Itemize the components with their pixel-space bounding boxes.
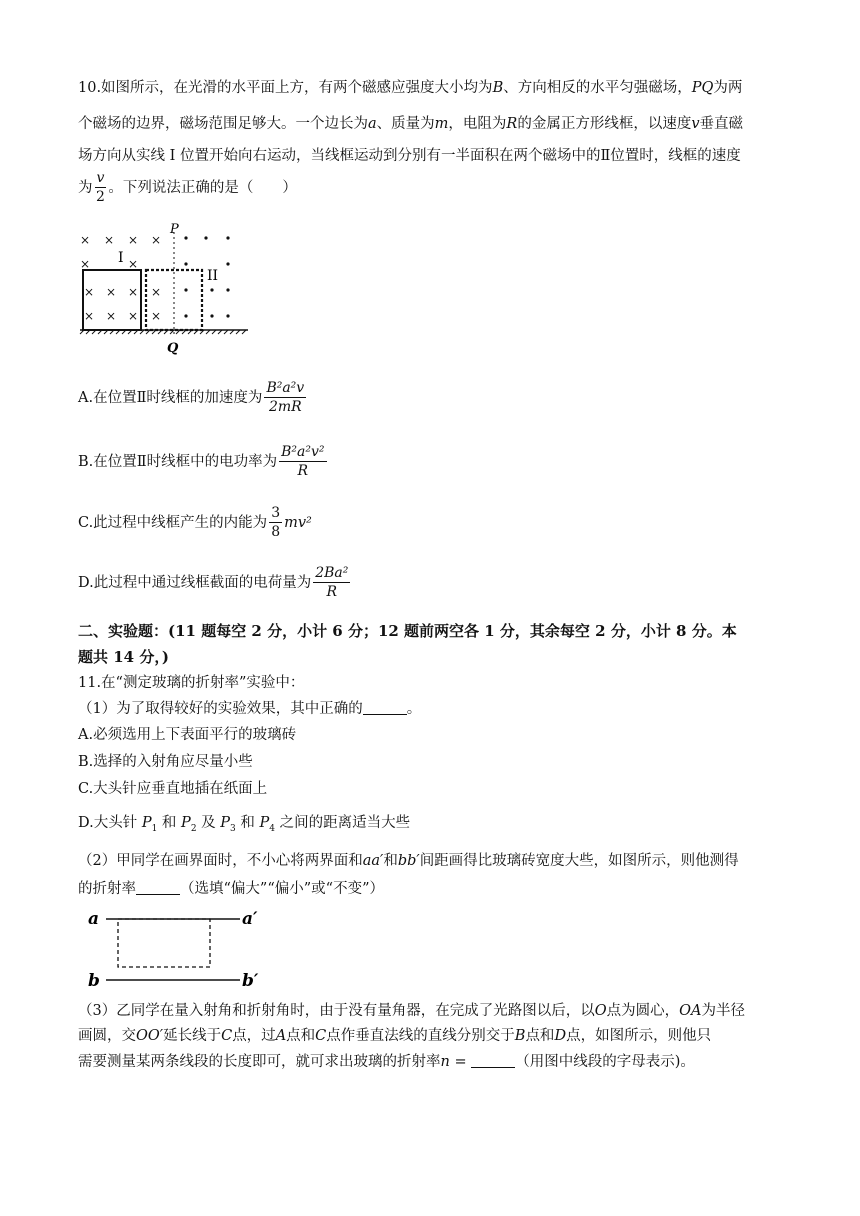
symbol-OO: OO′ <box>136 1028 164 1044</box>
symbol-C: C <box>315 1028 327 1044</box>
q10-option-C <box>78 505 312 541</box>
field-cross: × <box>80 257 91 271</box>
q11-option-D <box>78 813 410 839</box>
option-text: A.在位置Ⅱ时线框的加速度为 <box>78 390 263 406</box>
field-dot <box>226 314 229 317</box>
q10-line-2 <box>78 114 743 134</box>
q11-part-3 <box>78 1001 745 1021</box>
q10-text: ，电阻为 <box>448 116 507 132</box>
pin-subscript: 3 <box>230 823 236 834</box>
answer-blank <box>471 1055 515 1068</box>
fraction-numerator: v <box>96 170 105 186</box>
symbol-O: O <box>594 1003 607 1019</box>
symbol-PQ: PQ <box>691 80 714 96</box>
q11-part-2 <box>78 851 739 871</box>
field-cross: × <box>106 285 117 299</box>
field-cross: × <box>128 285 139 299</box>
q11-text: 画圆，交 <box>78 1028 136 1044</box>
q11-part-1 <box>78 699 421 719</box>
pin-letter: P <box>141 815 152 831</box>
q11-text: 和 <box>235 815 260 831</box>
field-cross: × <box>151 285 162 299</box>
field-cross: × <box>128 257 139 271</box>
field-dot <box>226 236 229 239</box>
field-dot <box>226 262 229 265</box>
field-dot <box>204 236 207 239</box>
q11-text: 及 <box>196 815 221 831</box>
field-dot <box>184 288 187 291</box>
q11-intro: 11.在“测定玻璃的折射率”实验中： <box>78 675 305 691</box>
field-cross: × <box>128 233 139 247</box>
q11-text: 。 <box>406 701 422 717</box>
equals-sign: = <box>449 1054 472 1070</box>
fraction-v-over-2 <box>95 170 107 206</box>
field-dot <box>184 236 187 239</box>
q10-option-B <box>78 444 329 480</box>
fraction-denominator: 2mR <box>268 399 302 415</box>
q10-text: 个磁场的边界，磁场范围足够大。一个边长为 <box>78 116 368 132</box>
symbol-R: R <box>506 116 518 132</box>
q11-text: 延长线于 <box>163 1028 222 1044</box>
q11-option-B: B.选择的入射角应尽量小些 <box>78 754 253 770</box>
q10-option-D <box>78 565 352 601</box>
pin-P4 <box>259 815 275 834</box>
q11-text: （用图中线段的字母表示)。 <box>515 1054 695 1070</box>
option-B-fraction <box>279 444 326 480</box>
q11-text: 和 <box>157 815 182 831</box>
pin-letter: P <box>220 815 231 831</box>
fraction-denominator: 2 <box>96 189 105 205</box>
option-C-mv2: mv² <box>284 515 312 531</box>
fraction-numerator: B²a²v <box>266 380 305 396</box>
field-cross: × <box>106 309 117 323</box>
q11-text: 之间的距离适当大些 <box>274 815 411 831</box>
symbol-v: v <box>691 116 700 132</box>
field-cross: × <box>84 309 95 323</box>
q11-text: 需要测量某两条线段的长度即可，就可求出玻璃的折射率 <box>78 1054 441 1070</box>
section-2-heading: 二、实验题：(11 题每空 2 分，小计 6 分；12 题前两空各 1 分，其余每空 2 分，小计 8 分。本 <box>78 622 737 640</box>
q11-text: （3）乙同学在量入射角和折射角时，由于没有量角器，在完成了光路图以后，以 <box>78 1003 595 1019</box>
option-A-fraction <box>264 380 306 416</box>
label-I: I <box>118 250 124 266</box>
q10-text: 的金属正方形线框，以速度 <box>517 116 692 132</box>
symbol-m: m <box>434 116 449 132</box>
q11-text: 为半径 <box>701 1003 745 1019</box>
pin-letter: P <box>181 815 191 831</box>
q11-text: 间距画得比玻璃砖宽度大些，如图所示，则他测得 <box>419 853 739 869</box>
option-C-fraction <box>269 505 282 541</box>
glass-slab-outline <box>118 919 210 967</box>
q11-text: （2）甲同学在画界面时，不小心将两界面和 <box>78 853 363 869</box>
pin-subscript: 2 <box>190 823 197 834</box>
symbol-aa: aa′ <box>362 853 384 869</box>
pin-subscript: 1 <box>151 823 158 834</box>
q11-text: 的折射率 <box>78 881 136 897</box>
q11-part-2-line-2 <box>78 879 384 899</box>
label-Q: Q <box>167 341 179 356</box>
q10-text: 为 <box>78 180 93 196</box>
q11-option-A: A.必须选用上下表面平行的玻璃砖 <box>78 727 297 743</box>
answer-blank <box>136 882 180 895</box>
symbol-C: C <box>221 1028 233 1044</box>
q10-text: 、方向相反的水平匀强磁场， <box>503 80 692 96</box>
q10-text: 。下列说法正确的是（ ） <box>108 180 297 196</box>
option-text: B.在位置Ⅱ时线框中的电功率为 <box>78 454 278 470</box>
symbol-bb: bb′ <box>397 853 420 869</box>
pin-P3 <box>220 815 236 834</box>
q10-text: 、质量为 <box>376 116 435 132</box>
label-a: a <box>88 909 100 929</box>
pin-P1 <box>141 815 158 834</box>
fraction-numerator: 2Ba² <box>315 565 349 581</box>
q11-text: 点作垂直法线的直线分别交于 <box>326 1028 515 1044</box>
pin-P2 <box>181 815 197 834</box>
q10-line-3: 场方向从实线 I 位置开始向右运动，当线框运动到分别有一半面积在两个磁场中的Ⅱ位置时，线框的速度 <box>78 148 741 164</box>
symbol-A: A <box>275 1028 287 1044</box>
q10-option-A <box>78 380 308 416</box>
symbol-n: n <box>440 1054 450 1070</box>
option-text: C.此过程中线框产生的内能为 <box>78 515 268 531</box>
label-P: P <box>170 222 179 237</box>
q11-text: 点，如图所示，则他只 <box>566 1028 712 1044</box>
q11-text: （1）为了取得较好的实验效果，其中正确的 <box>78 701 363 717</box>
q10-line-4 <box>78 170 297 206</box>
fraction-denominator: 8 <box>271 524 281 540</box>
symbol-B-point: B <box>514 1028 526 1044</box>
answer-blank <box>363 702 407 715</box>
q11-text: D.大头针 <box>78 815 142 831</box>
q11-text: 点和 <box>525 1028 555 1044</box>
q10-line-1 <box>78 78 742 98</box>
field-cross: × <box>80 233 91 247</box>
cross-field-marks <box>80 233 161 323</box>
field-dot <box>184 262 187 265</box>
q11-option-C: C.大头针应垂直地插在纸面上 <box>78 781 268 797</box>
label-a-prime: a′ <box>242 909 258 929</box>
symbol-D: D <box>554 1028 567 1044</box>
pin-letter: P <box>259 815 270 831</box>
q11-text: 点和 <box>286 1028 316 1044</box>
field-dot <box>210 314 213 317</box>
field-dot <box>184 314 187 317</box>
field-cross: × <box>104 233 115 247</box>
fraction-numerator: 3 <box>271 505 281 521</box>
section-2-heading-cont: 题共 14 分，) <box>78 648 169 666</box>
pin-subscript: 4 <box>269 823 275 834</box>
label-b-prime: b′ <box>242 971 259 991</box>
q10-text: 垂直磁 <box>699 116 744 132</box>
q11-text: （选填“偏大”“偏小”或“不变”） <box>180 881 384 897</box>
fraction-denominator: R <box>326 584 338 600</box>
label-b: b <box>88 971 100 991</box>
symbol-B: B <box>492 80 504 96</box>
q11-part-3-line-3 <box>78 1052 695 1072</box>
symbol-OA: OA <box>679 1003 702 1019</box>
field-cross: × <box>128 309 139 323</box>
option-text: D.此过程中通过线框截面的电荷量为 <box>78 575 312 591</box>
q11-text: 和 <box>383 853 398 869</box>
field-dot <box>210 288 213 291</box>
field-cross: × <box>84 285 95 299</box>
symbol-a: a <box>368 116 377 132</box>
q10-text: 为两 <box>713 80 743 96</box>
option-D-fraction <box>313 565 350 601</box>
q11-interface-figure <box>84 902 284 994</box>
q11-part-3-line-2 <box>78 1026 711 1046</box>
q10-magnetic-field-figure <box>76 224 256 354</box>
q10-text: 10.如图所示，在光滑的水平面上方，有两个磁感应强度大小均为 <box>78 80 493 96</box>
field-dot <box>226 288 229 291</box>
field-cross: × <box>151 309 162 323</box>
fraction-numerator: B²a²v² <box>281 444 325 460</box>
field-cross: × <box>151 233 162 247</box>
q11-text: 点，过 <box>232 1028 276 1044</box>
fraction-denominator: R <box>297 463 309 479</box>
label-II: II <box>207 268 219 284</box>
q11-text: 点为圆心， <box>606 1003 680 1019</box>
